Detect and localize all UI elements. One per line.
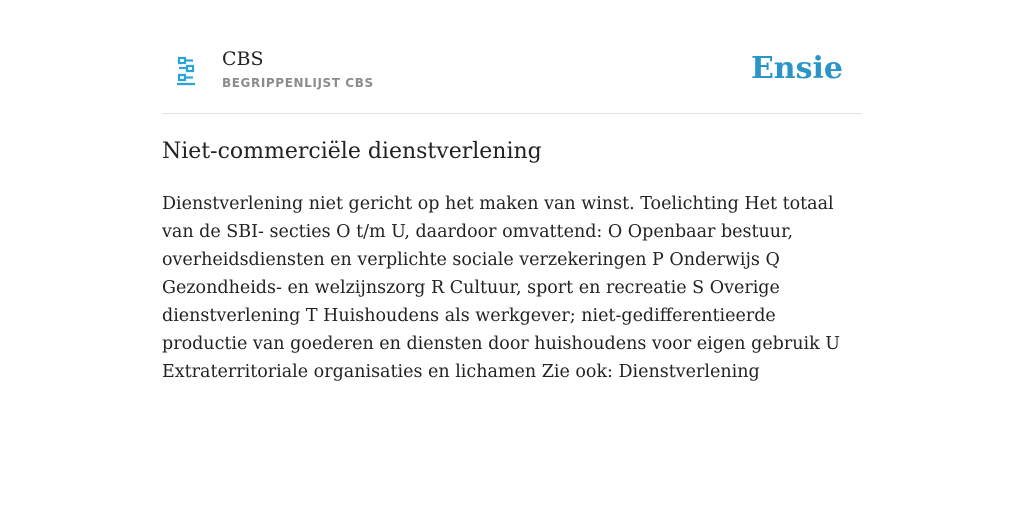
brand-name[interactable]: CBS — [222, 48, 264, 70]
definition-text: Dienstverlening niet gericht op het maken van winst. Toelichting Het totaal van de SBI- secties O t/m U, daardoor omvattend: O Openbaar bestuur, overheidsdiensten en verplichte sociale verzekeringen P Onderwijs Q Gezondheids- en welzijnszorg R Cultuur, sport en recreatie S Overige dienstverlening T Huishoudens als werkgever; niet-gedifferentieerde productie van goederen en diensten door huishoudens voor eigen gebruik U Extraterritoriale organisaties en lichamen Zie ook: Dienstverlening — [162, 194, 841, 382]
brand-subtitle[interactable]: BEGRIPPENLIJST CBS — [222, 76, 374, 90]
header — [162, 0, 862, 114]
site-logo-link[interactable]: Ensie — [750, 51, 843, 86]
page-title: Niet-commerciële dienstverlening — [162, 139, 542, 164]
cbs-logo-icon[interactable] — [176, 56, 196, 87]
